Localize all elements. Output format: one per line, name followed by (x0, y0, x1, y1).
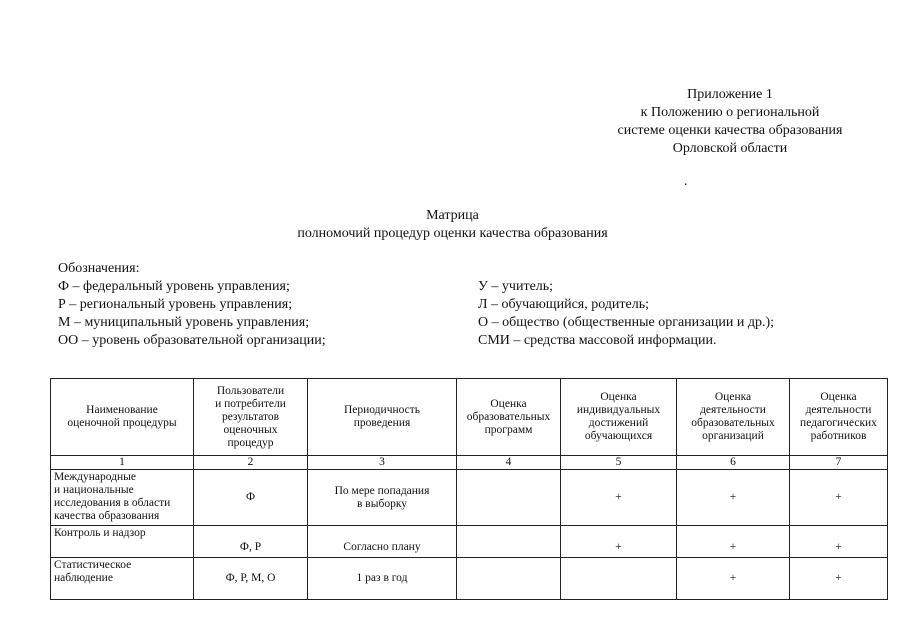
column-header: Оценка индивидуальных достижений обучающихся (561, 379, 677, 456)
document-title (0, 207, 905, 243)
program-eval-cell (457, 526, 561, 558)
legend-item: Л – обучающийся, родитель; (478, 297, 650, 312)
table-header-row (51, 379, 888, 456)
column-header: Пользователи и потребители результатов оценочных процедур (194, 379, 308, 456)
column-header: Оценка деятельности педагогических работников (790, 379, 888, 456)
column-number: 2 (194, 456, 308, 470)
legend-item: У – учитель; (478, 279, 554, 294)
column-number: 1 (51, 456, 194, 470)
legend-left (58, 260, 326, 350)
column-header: Оценка образовательных программ (457, 379, 561, 456)
teacher-eval-cell: + (790, 470, 888, 526)
column-number: 3 (308, 456, 457, 470)
org-eval-cell: + (677, 526, 790, 558)
periodicity-cell: 1 раз в год (308, 558, 457, 600)
legend-item: М – муниципальный уровень управления; (58, 315, 310, 330)
scan-dot: . (684, 174, 688, 189)
program-eval-cell (457, 558, 561, 600)
org-eval-cell: + (677, 470, 790, 526)
procedure-name-cell: Контроль и надзор (51, 526, 194, 558)
student-eval-cell: + (561, 526, 677, 558)
org-eval-cell: + (677, 558, 790, 600)
legend-item: Ф – федеральный уровень управления; (58, 279, 290, 294)
table-row (51, 470, 888, 526)
title-line-2: полномочий процедур оценки качества образования (297, 226, 608, 241)
column-number: 7 (790, 456, 888, 470)
procedure-name-cell: Статистическое наблюдение (51, 558, 194, 600)
table-row (51, 526, 888, 558)
appendix-line: Орловской области (672, 141, 788, 156)
teacher-eval-cell: + (790, 558, 888, 600)
users-cell: Ф (194, 470, 308, 526)
column-header: Наименование оценочной процедуры (51, 379, 194, 456)
appendix-header (560, 86, 900, 158)
student-eval-cell: + (561, 470, 677, 526)
appendix-line: к Положению о региональной (640, 105, 820, 120)
column-number-row (51, 456, 888, 470)
column-header: Периодичность проведения (308, 379, 457, 456)
periodicity-cell: Согласно плану (308, 526, 457, 558)
legend-item: Р – региональный уровень управления; (58, 297, 293, 312)
users-cell: Ф, Р, М, О (194, 558, 308, 600)
appendix-line: системе оценки качества образования (617, 123, 843, 138)
authority-matrix-table (50, 378, 888, 600)
column-number: 4 (457, 456, 561, 470)
title-line-1: Матрица (426, 208, 479, 223)
teacher-eval-cell: + (790, 526, 888, 558)
legend-item: О – общество (общественные организации и др.); (478, 315, 775, 330)
table-row (51, 558, 888, 600)
legend-heading: Обозначения: (58, 261, 140, 276)
program-eval-cell (457, 470, 561, 526)
column-header: Оценка деятельности образовательных организаций (677, 379, 790, 456)
periodicity-cell: По мере попадания в выборку (308, 470, 457, 526)
procedure-name-cell: Международные и национальные исследования в области качества образования (51, 470, 194, 526)
legend-item: ОО – уровень образовательной организации; (58, 333, 326, 348)
appendix-line: Приложение 1 (687, 87, 773, 102)
users-cell: Ф, Р (194, 526, 308, 558)
legend-right (478, 278, 774, 350)
legend-item: СМИ – средства массовой информации. (478, 333, 717, 348)
student-eval-cell (561, 558, 677, 600)
column-number: 5 (561, 456, 677, 470)
column-number: 6 (677, 456, 790, 470)
